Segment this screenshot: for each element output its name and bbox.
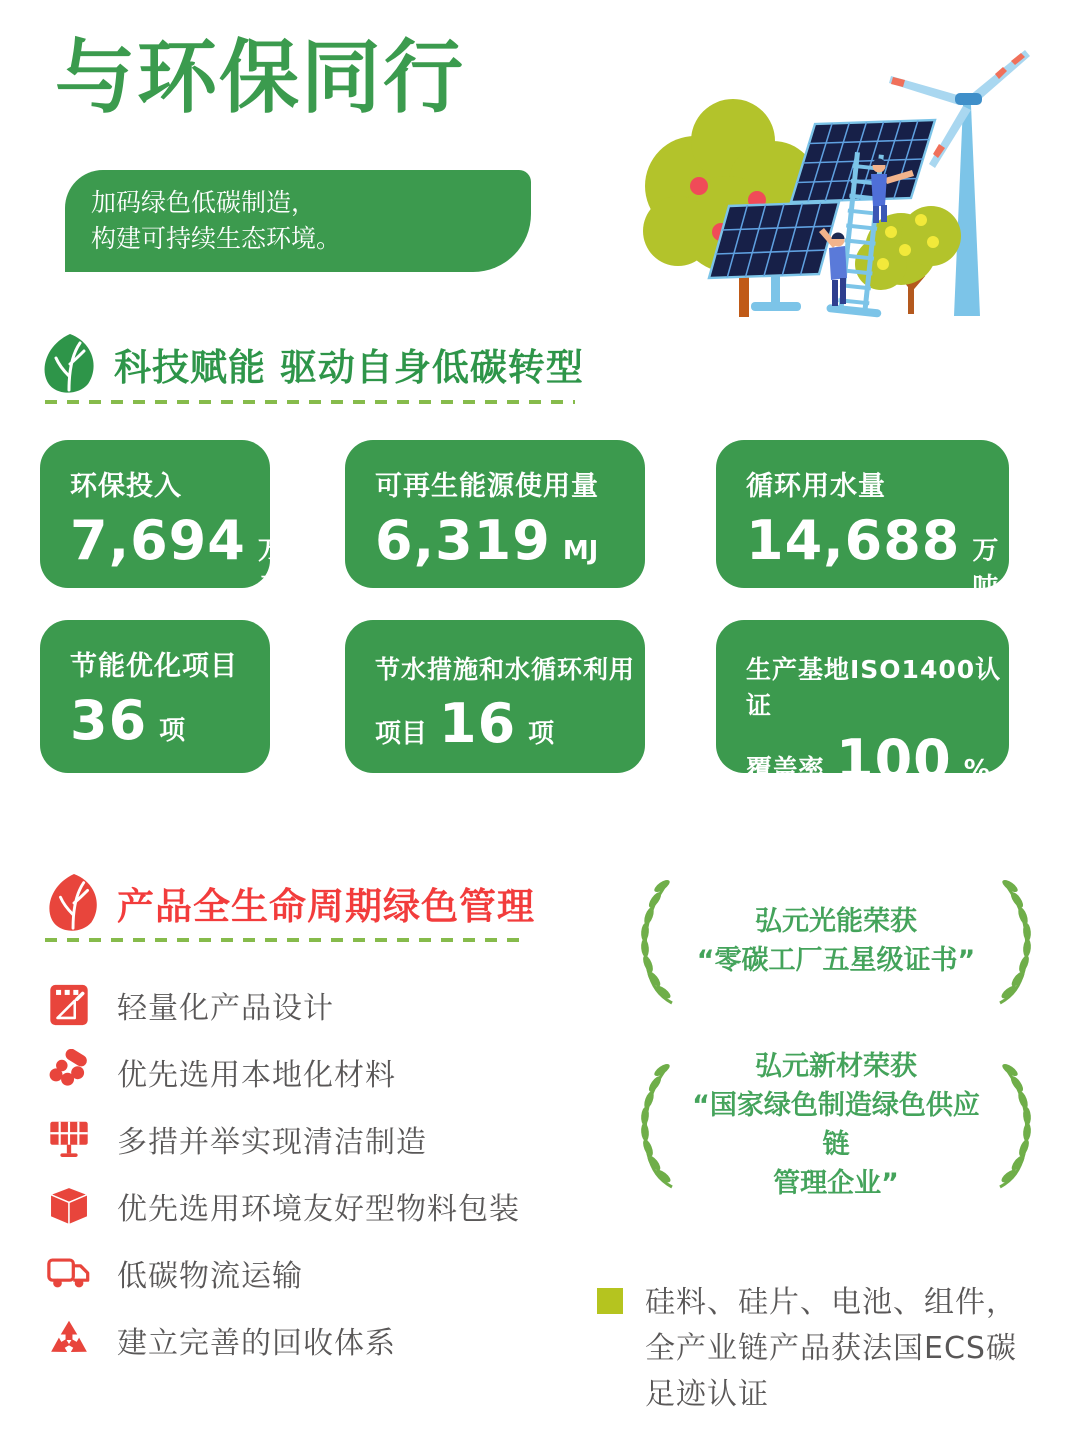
award-text [682,1047,990,1203]
stat-label: 可再生能源使用量 [375,471,599,502]
list-item-label: 多措并举实现清洁制造 [117,1125,427,1160]
green-management-list [45,980,520,1365]
stat-value: 6,319 [375,509,551,572]
section1-divider [45,400,575,404]
stat-card-recycled-water [716,440,1009,603]
solar-panel-large [791,120,935,202]
stat-prefix: 项目 [375,719,428,749]
stat-card-renewable-energy [345,440,645,588]
stat-label: 节水措施和水循环利用 [375,655,636,684]
list-item-label: 优先选用环境友好型物料包装 [117,1192,520,1227]
stat-unit: % [963,755,990,785]
solar-panel-icon [45,1115,93,1163]
leaf-icon-green [40,332,100,396]
stat-prefix: 覆盖率 [746,755,825,785]
stat-unit: 项 [528,719,555,749]
stat-label: 生产基地ISO1400认证 [746,655,1002,720]
list-item [45,1248,520,1298]
section2-title: 产品全生命周期绿色管理 [117,885,535,928]
truck-icon [45,1249,93,1297]
section1-title: 科技赋能 驱动自身低碳转型 [114,346,584,389]
eco-illustration [633,36,1038,321]
footnote-text: 硅料、硅片、电池、组件，全产业链产品获法国ECS碳足迹认证 [645,1285,1017,1412]
list-item [45,1315,520,1365]
stat-card-environment-investment [40,440,284,603]
recycle-icon [45,1316,93,1364]
stat-card-energy-saving-projects [40,620,270,773]
intro-bubble [65,170,531,272]
award-green-manufacturing [628,1042,1044,1208]
list-item [45,1181,520,1231]
award-line: “零碳工厂五星级证书” [696,945,976,976]
stat-unit: 项 [159,716,186,746]
stat-label: 节能优化项目 [70,651,238,682]
stat-value: 14,688 [746,509,961,572]
stat-card-iso-certification [716,620,1009,791]
laurel-branch-right-icon [994,875,1044,1007]
list-item [45,980,520,1030]
stat-value: 36 [70,689,148,752]
award-line: 弘元新材荣获 [755,1051,917,1082]
list-item-label: 优先选用本地化材料 [117,1058,396,1093]
section1-header [40,332,584,396]
laurel-branch-left-icon [628,1059,678,1191]
stat-label: 环保投入 [70,471,182,502]
list-item-label: 低碳物流运输 [117,1259,303,1294]
stat-value: 100 [836,728,952,791]
award-line: 管理企业” [773,1168,899,1199]
stat-value: 16 [439,692,517,755]
laurel-branch-right-icon [994,1059,1044,1191]
stat-label: 循环用水量 [746,471,886,502]
stat-unit: MJ [562,536,599,566]
award-zero-carbon-factory [628,868,1044,1014]
laurel-branch-left-icon [628,875,678,1007]
package-box-icon [45,1182,93,1230]
award-line: 弘元光能荣获 [755,906,917,937]
list-item-label: 建立完善的回收体系 [117,1326,396,1361]
solar-panel-small [709,202,839,311]
design-ruler-icon [45,981,93,1029]
materials-logs-icon [45,1048,93,1096]
intro-line-2: 构建可持续生态环境。 [91,224,342,253]
leaf-icon-red [45,872,103,934]
list-item [45,1047,520,1097]
stat-card-water-saving-projects [345,620,645,773]
square-bullet-icon [597,1288,623,1314]
list-item-label: 轻量化产品设计 [117,991,334,1026]
stat-value: 7,694 [70,509,246,572]
stat-unit: 万吨 [972,536,999,603]
footnote [597,1280,1037,1418]
award-line: “国家绿色制造绿色供应链 [692,1090,980,1160]
award-text [682,902,990,980]
section2-divider [45,938,523,942]
page-title: 与环保同行 [55,31,465,124]
intro-line-1: 加码绿色低碳制造， [91,188,317,217]
list-item [45,1114,520,1164]
section2-header [45,872,535,934]
stat-unit: 万元 [257,536,284,603]
